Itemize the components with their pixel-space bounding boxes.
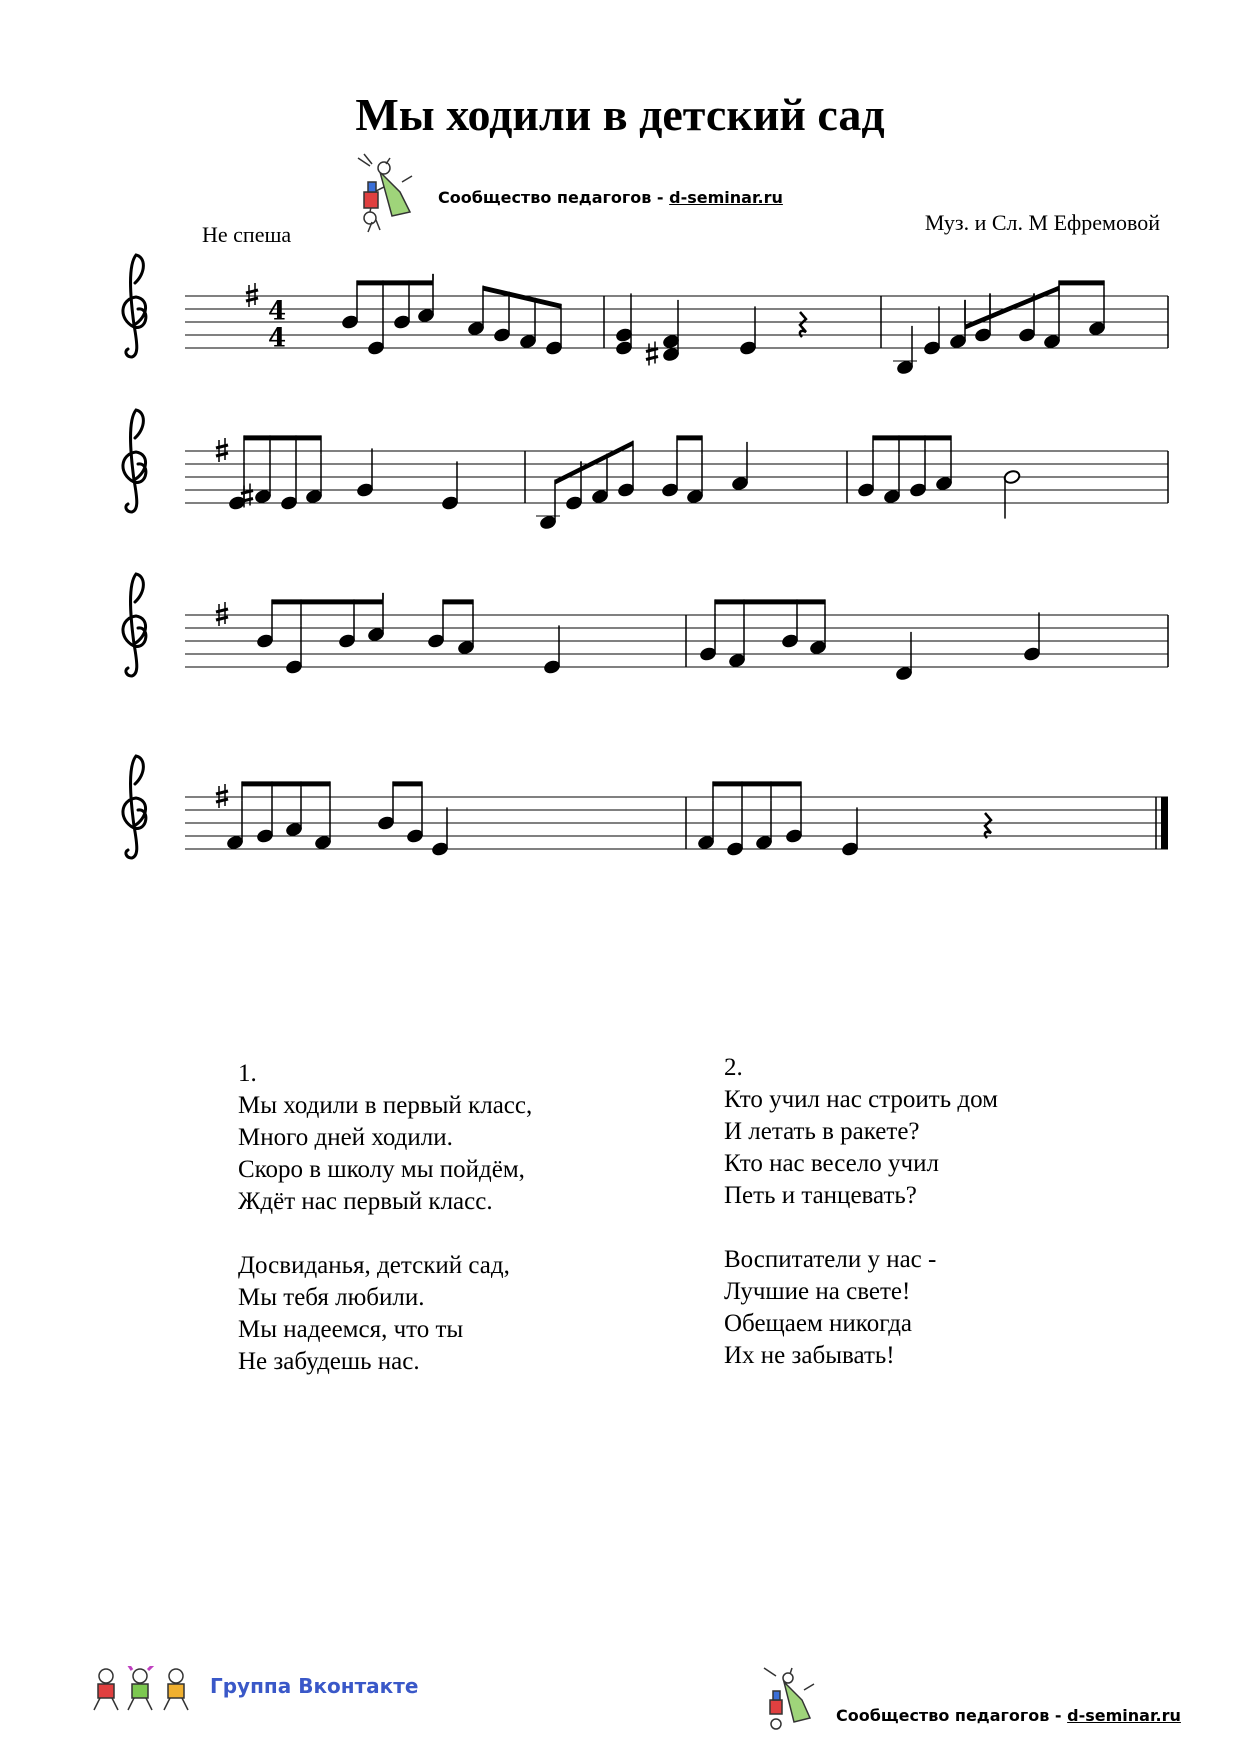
note-beam bbox=[443, 599, 473, 604]
verse-line: Ждёт нас первый класс. bbox=[238, 1188, 493, 1215]
verse-line: Петь и танцевать? bbox=[724, 1182, 917, 1209]
quarter-rest-icon bbox=[800, 312, 806, 337]
footer-kids-logo-icon bbox=[758, 1664, 822, 1738]
note-beam bbox=[555, 441, 633, 485]
key-sharp-icon bbox=[216, 602, 228, 626]
note-beam bbox=[272, 599, 383, 604]
treble-clef-icon bbox=[123, 756, 146, 858]
treble-clef-icon bbox=[123, 410, 146, 512]
time-signature-bottom: 4 bbox=[267, 323, 287, 354]
note-beam bbox=[715, 599, 825, 604]
note-beam bbox=[393, 781, 422, 786]
verse-line: Много дней ходили. bbox=[238, 1124, 453, 1151]
verse-line: И летать в ракете? bbox=[724, 1118, 920, 1145]
header-community-label: Сообщество педагогов - bbox=[438, 188, 664, 207]
accidental-sharp-icon bbox=[646, 342, 658, 366]
chorus-line: Лучшие на свете! bbox=[724, 1278, 911, 1305]
note-beam bbox=[242, 781, 330, 786]
music-system bbox=[123, 574, 1168, 681]
music-system bbox=[123, 255, 1168, 375]
note-beam bbox=[965, 286, 1059, 330]
tempo-marking: Не спеша bbox=[202, 222, 292, 247]
vk-group-link[interactable]: Группа Вконтакте bbox=[210, 1674, 419, 1698]
verse-2-number: 2. bbox=[724, 1054, 743, 1081]
chorus-line: Мы надеемся, что ты bbox=[238, 1316, 464, 1343]
chorus-line: Досвиданья, детский сад, bbox=[238, 1252, 510, 1279]
time-signature-top: 4 bbox=[267, 296, 287, 327]
note-beam bbox=[873, 435, 951, 440]
footer-promo bbox=[836, 1706, 1181, 1725]
music-system bbox=[123, 410, 1168, 530]
verse-line: Мы ходили в первый класс, bbox=[238, 1092, 533, 1119]
verse-line: Кто нас весело учил bbox=[724, 1150, 939, 1177]
page-title: Мы ходили в детский сад bbox=[355, 89, 885, 140]
note-beam bbox=[713, 781, 801, 786]
music-system bbox=[123, 756, 1168, 858]
chorus-line: Мы тебя любили. bbox=[238, 1284, 425, 1311]
footer-site-link[interactable]: d-seminar.ru bbox=[1067, 1706, 1181, 1725]
footer-community-label: Сообщество педагогов - bbox=[836, 1706, 1062, 1725]
note-beam bbox=[483, 286, 561, 309]
note-beam bbox=[1059, 280, 1104, 285]
quarter-rest-icon bbox=[985, 813, 991, 838]
verse-line: Кто учил нас строить дом bbox=[724, 1086, 998, 1113]
key-sharp-icon bbox=[246, 283, 258, 307]
chorus-line: Обещаем никогда bbox=[724, 1310, 913, 1337]
kids-group-icon bbox=[88, 1666, 198, 1716]
note-beam bbox=[677, 435, 702, 440]
chorus-line: Их не забывать! bbox=[724, 1342, 895, 1369]
header-site-link[interactable]: d-seminar.ru bbox=[669, 188, 783, 207]
verse-1-number: 1. bbox=[238, 1060, 257, 1087]
treble-clef-icon bbox=[123, 255, 146, 357]
note-beam bbox=[244, 435, 321, 440]
key-sharp-icon bbox=[216, 438, 228, 462]
treble-clef-icon bbox=[123, 574, 146, 676]
note-beam bbox=[357, 280, 433, 285]
chorus-line: Не забудешь нас. bbox=[238, 1348, 420, 1375]
verse-2 bbox=[724, 1052, 998, 1372]
final-bar-thick bbox=[1161, 797, 1168, 849]
verse-line: Скоро в школу мы пойдём, bbox=[238, 1156, 525, 1183]
composer-credits: Муз. и Сл. М Ефремовой bbox=[924, 210, 1160, 235]
chorus-line: Воспитатели у нас - bbox=[724, 1246, 937, 1273]
verse-1 bbox=[238, 1058, 532, 1378]
key-sharp-icon bbox=[216, 784, 228, 808]
